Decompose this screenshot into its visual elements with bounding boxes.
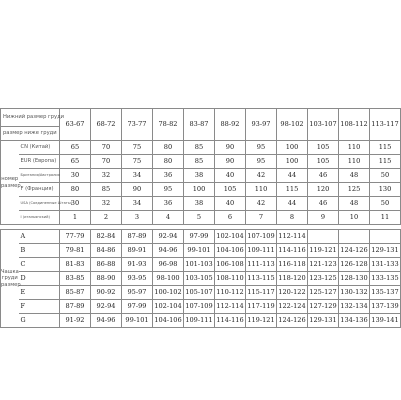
bust-range-cell: 105-107: [184, 286, 215, 300]
size-value-cell: 110: [339, 141, 370, 155]
bust-range-cell: 127-129: [308, 300, 339, 314]
size-value-cell: 95: [153, 183, 184, 197]
bust-range-cell: 116-118: [277, 258, 308, 272]
size-value-cell: 50: [370, 197, 401, 211]
bust-range-cell: 119-121: [246, 314, 277, 328]
cup-row: [1, 258, 401, 272]
cup-letter-cell: F: [19, 300, 60, 314]
bust-range-cell: 133-135: [370, 272, 401, 286]
size-value-cell: 40: [215, 197, 246, 211]
bust-range-cell: 117-119: [246, 300, 277, 314]
cup-row: [1, 272, 401, 286]
underbust-range-cell: 103-107: [308, 109, 339, 141]
size-system-row: [1, 155, 401, 169]
size-value-cell: 42: [246, 197, 277, 211]
bust-range-cell: 128-130: [339, 272, 370, 286]
bust-range-cell: 115-117: [246, 286, 277, 300]
size-value-cell: 11: [370, 211, 401, 225]
bust-range-cell: 113-115: [246, 272, 277, 286]
bust-range-cell: 122-124: [277, 300, 308, 314]
size-value-cell: 44: [277, 169, 308, 183]
bust-range-cell: 91-92: [60, 314, 91, 328]
size-value-cell: 7: [246, 211, 277, 225]
bust-range-cell: 134-136: [339, 314, 370, 328]
size-value-cell: 75: [122, 155, 153, 169]
size-system-label: EUR (Европа): [19, 155, 60, 169]
size-value-cell: 130: [370, 183, 401, 197]
size-value-cell: 32: [91, 197, 122, 211]
cup-row: [1, 244, 401, 258]
size-system-label: I (итальянский): [19, 211, 60, 225]
bust-range-cell: 123-125: [308, 272, 339, 286]
bust-range-cell: 87-89: [122, 230, 153, 244]
size-value-cell: 1: [60, 211, 91, 225]
size-value-cell: 30: [60, 197, 91, 211]
bust-range-cell: 129-131: [370, 244, 401, 258]
size-group-label: номер размер: [1, 141, 19, 225]
bust-range-cell: 118-120: [277, 272, 308, 286]
bust-range-cell: 129-131: [308, 314, 339, 328]
size-value-cell: 10: [339, 211, 370, 225]
bust-range-cell: 92-94: [91, 300, 122, 314]
size-system-row: [1, 141, 401, 155]
size-value-cell: 46: [308, 169, 339, 183]
underbust-range-cell: 93-97: [246, 109, 277, 141]
size-value-cell: 100: [277, 141, 308, 155]
size-value-cell: 44: [277, 197, 308, 211]
bust-range-cell: 93-95: [122, 272, 153, 286]
bust-range-cell: 81-83: [60, 258, 91, 272]
size-value-cell: 38: [184, 197, 215, 211]
underbust-range-cell: 98-102: [277, 109, 308, 141]
size-value-cell: 36: [153, 169, 184, 183]
underbust-header-row: [1, 109, 401, 127]
size-value-cell: 80: [153, 141, 184, 155]
size-value-cell: 80: [60, 183, 91, 197]
bust-range-cell: 97-99: [122, 300, 153, 314]
bust-range-cell: 79-81: [60, 244, 91, 258]
bust-range-cell: 125-127: [308, 286, 339, 300]
bust-range-cell: 111-113: [246, 258, 277, 272]
size-value-cell: 100: [184, 183, 215, 197]
size-table-body: [1, 109, 401, 328]
bust-range-cell: 92-94: [153, 230, 184, 244]
bust-range-cell: 135-137: [370, 286, 401, 300]
size-system-row: [1, 211, 401, 225]
cup-letter-cell: D: [19, 272, 60, 286]
bust-range-cell: 88-90: [91, 272, 122, 286]
bust-range-cell: 131-133: [370, 258, 401, 272]
cup-letter-cell: A: [19, 230, 60, 244]
underbust-range-cell: 113-117: [370, 109, 401, 141]
bust-range-cell: 83-85: [60, 272, 91, 286]
underbust-range-cell: 88-92: [215, 109, 246, 141]
size-value-cell: 3: [122, 211, 153, 225]
size-value-cell: 38: [184, 169, 215, 183]
size-value-cell: 125: [339, 183, 370, 197]
bust-range-cell: 90-92: [91, 286, 122, 300]
size-value-cell: 105: [215, 183, 246, 197]
bust-range-cell: 96-98: [153, 258, 184, 272]
size-value-cell: 110: [339, 155, 370, 169]
bust-range-cell: 139-141: [370, 314, 401, 328]
bust-range-cell: 107-109: [184, 300, 215, 314]
underbust-range-cell: 73-77: [122, 109, 153, 141]
bust-range-cell: 112-114: [277, 230, 308, 244]
size-value-cell: 115: [370, 141, 401, 155]
size-value-cell: 70: [91, 155, 122, 169]
bust-range-cell: [339, 230, 370, 244]
bust-range-cell: 132-134: [339, 300, 370, 314]
bust-range-cell: 121-123: [308, 258, 339, 272]
size-value-cell: 105: [308, 141, 339, 155]
underbust-range-cell: 78-82: [153, 109, 184, 141]
bust-range-cell: 108-110: [215, 272, 246, 286]
size-value-cell: 48: [339, 197, 370, 211]
size-value-cell: 105: [308, 155, 339, 169]
bust-range-cell: 130-132: [339, 286, 370, 300]
bust-range-cell: 112-114: [215, 300, 246, 314]
cup-row: [1, 230, 401, 244]
size-value-cell: 90: [122, 183, 153, 197]
bust-range-cell: [370, 230, 401, 244]
bust-range-cell: 102-104: [153, 300, 184, 314]
bust-range-cell: 82-84: [91, 230, 122, 244]
bust-range-cell: 97-99: [184, 230, 215, 244]
cup-row: [1, 300, 401, 314]
bust-range-cell: 104-106: [153, 314, 184, 328]
bust-range-cell: 109-111: [246, 244, 277, 258]
bust-range-cell: 119-121: [308, 244, 339, 258]
size-value-cell: 34: [122, 197, 153, 211]
size-chart-sheet: [0, 108, 400, 328]
bust-range-cell: 106-108: [215, 258, 246, 272]
size-value-cell: 85: [184, 155, 215, 169]
size-value-cell: 8: [277, 211, 308, 225]
size-value-cell: 80: [153, 155, 184, 169]
size-value-cell: 48: [339, 169, 370, 183]
cup-letter-cell: G: [19, 314, 60, 328]
size-value-cell: 9: [308, 211, 339, 225]
size-value-cell: 85: [91, 183, 122, 197]
underbust-header-label: Нижний размер груди: [1, 109, 60, 127]
size-system-label: F (Франция): [19, 183, 60, 197]
size-system-row: [1, 197, 401, 211]
bust-range-cell: 101-103: [184, 258, 215, 272]
size-value-cell: 95: [246, 141, 277, 155]
size-value-cell: 120: [308, 183, 339, 197]
size-value-cell: 50: [370, 169, 401, 183]
size-value-cell: 85: [184, 141, 215, 155]
size-system-label: Британия/Австралия: [19, 169, 60, 183]
bust-range-cell: 120-122: [277, 286, 308, 300]
bust-range-cell: 104-106: [215, 244, 246, 258]
bust-range-cell: 124-126: [339, 244, 370, 258]
size-value-cell: 34: [122, 169, 153, 183]
size-value-cell: 115: [277, 183, 308, 197]
size-value-cell: 90: [215, 155, 246, 169]
bust-range-cell: 124-126: [277, 314, 308, 328]
bust-range-cell: 99-101: [184, 244, 215, 258]
cup-group-label: Чашка груди размер: [1, 230, 19, 328]
size-value-cell: 75: [122, 141, 153, 155]
size-value-cell: 65: [60, 141, 91, 155]
size-value-cell: 42: [246, 169, 277, 183]
size-system-row: [1, 183, 401, 197]
bust-range-cell: 95-97: [122, 286, 153, 300]
bust-range-cell: 89-91: [122, 244, 153, 258]
bust-range-cell: 126-128: [339, 258, 370, 272]
size-value-cell: 46: [308, 197, 339, 211]
size-value-cell: 40: [215, 169, 246, 183]
bust-range-cell: 114-116: [215, 314, 246, 328]
size-value-cell: 115: [370, 155, 401, 169]
bust-range-cell: 109-111: [184, 314, 215, 328]
underbust-range-cell: 63-67: [60, 109, 91, 141]
bust-range-cell: 94-96: [153, 244, 184, 258]
bust-range-cell: 102-104: [215, 230, 246, 244]
underbust-range-cell: 68-72: [91, 109, 122, 141]
bust-range-cell: 77-79: [60, 230, 91, 244]
cup-letter-cell: E: [19, 286, 60, 300]
bust-range-cell: 110-112: [215, 286, 246, 300]
bust-range-cell: 99-101: [122, 314, 153, 328]
size-system-row: [1, 169, 401, 183]
size-value-cell: 30: [60, 169, 91, 183]
size-value-cell: 70: [91, 141, 122, 155]
bust-range-cell: 87-89: [60, 300, 91, 314]
bust-range-cell: 94-96: [91, 314, 122, 328]
size-system-label: CN (Китай): [19, 141, 60, 155]
size-value-cell: 100: [277, 155, 308, 169]
size-value-cell: 5: [184, 211, 215, 225]
cup-row: [1, 314, 401, 328]
bust-range-cell: 137-139: [370, 300, 401, 314]
size-system-label: USA (Соединенные Штаты): [19, 197, 60, 211]
size-value-cell: 4: [153, 211, 184, 225]
cup-letter-cell: C: [19, 258, 60, 272]
bust-range-cell: 86-88: [91, 258, 122, 272]
size-value-cell: 32: [91, 169, 122, 183]
bust-range-cell: 91-93: [122, 258, 153, 272]
bust-range-cell: 107-109: [246, 230, 277, 244]
bust-range-cell: 85-87: [60, 286, 91, 300]
bust-range-cell: [308, 230, 339, 244]
size-value-cell: 95: [246, 155, 277, 169]
cup-row: [1, 286, 401, 300]
bust-range-cell: 98-100: [153, 272, 184, 286]
size-value-cell: 90: [215, 141, 246, 155]
size-value-cell: 110: [246, 183, 277, 197]
bust-range-cell: 84-86: [91, 244, 122, 258]
bust-range-cell: 100-102: [153, 286, 184, 300]
bra-size-table: [0, 108, 401, 328]
size-value-cell: 36: [153, 197, 184, 211]
size-value-cell: 65: [60, 155, 91, 169]
bust-range-cell: 103-105: [184, 272, 215, 286]
size-value-cell: 2: [91, 211, 122, 225]
size-value-cell: 6: [215, 211, 246, 225]
underbust-range-cell: 83-87: [184, 109, 215, 141]
underbust-subheader-label: размер ниже груди: [1, 127, 60, 141]
cup-letter-cell: B: [19, 244, 60, 258]
bust-range-cell: 114-116: [277, 244, 308, 258]
underbust-range-cell: 108-112: [339, 109, 370, 141]
